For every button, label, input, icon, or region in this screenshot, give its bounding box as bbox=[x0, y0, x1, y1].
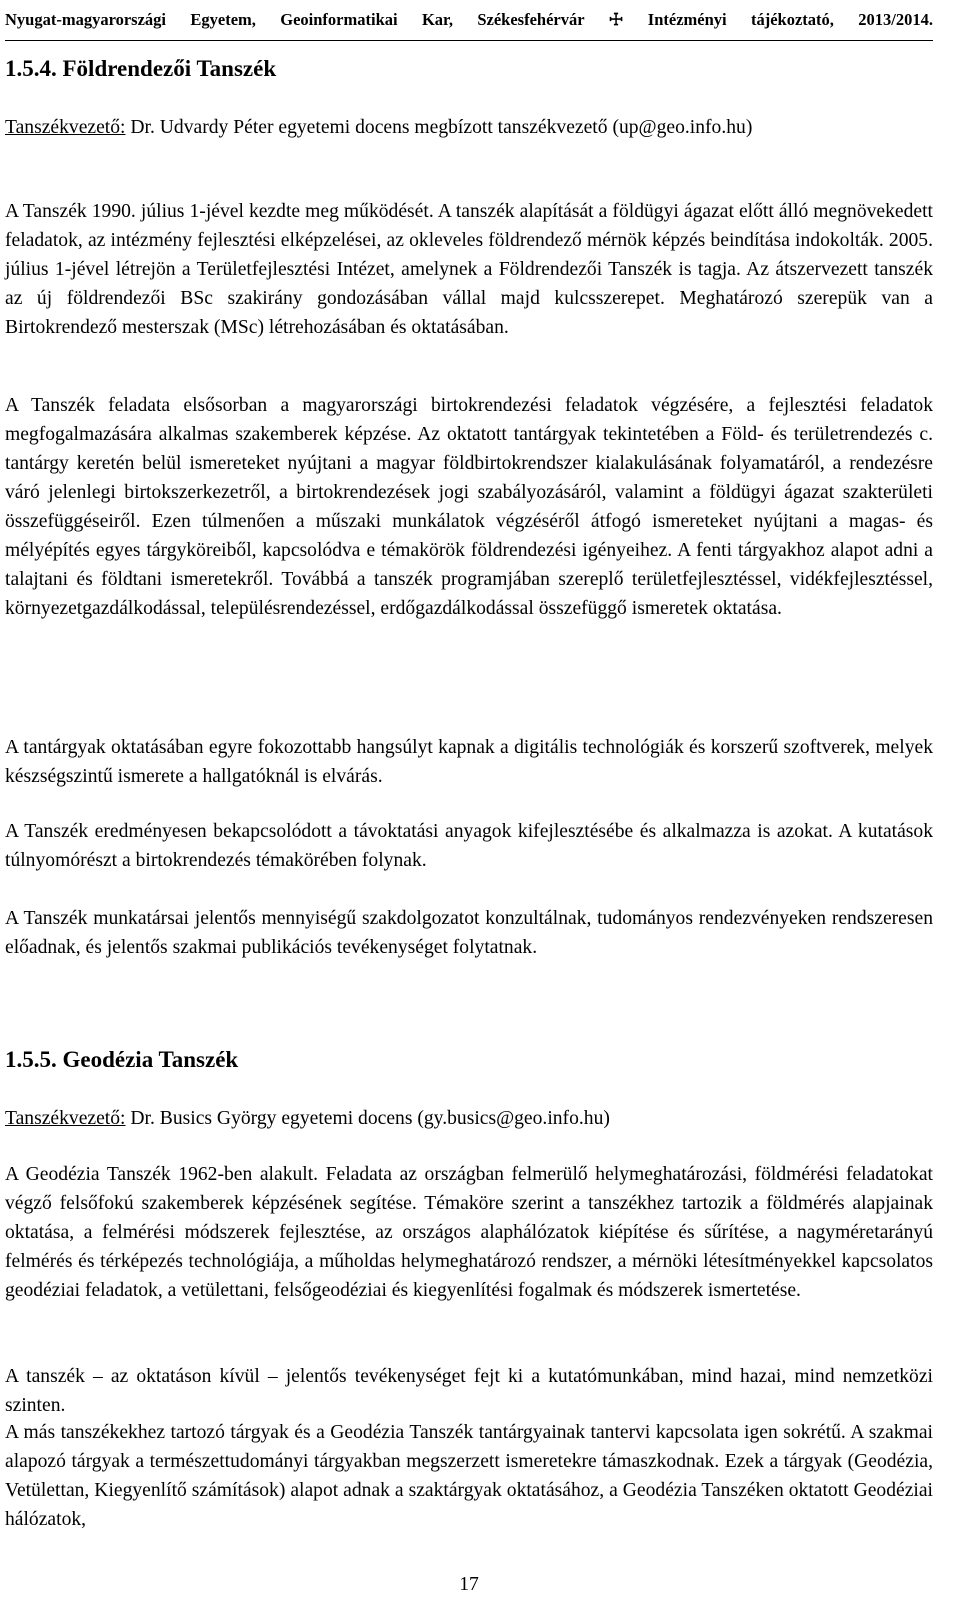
document-page bbox=[5, 0, 933, 1613]
running-header bbox=[5, 10, 933, 41]
page-number: 17 bbox=[459, 1574, 479, 1595]
section1-head bbox=[5, 113, 933, 142]
section1-paragraph-2: A Tanszék feladata elsősorban a magyarországi birtokrendezési feladatok végzésére, a fejlesztési feladatok megfogalmazására alkalmas szakemberek képzése. Az oktatott tantárgyak tekintetében a Föld- és területrendezés c. tantárgy keretén belül ismereteket nyújtani a magyar földbirtokrendszer kialakulásának folyamatáról, a rendezésre váró jelenlegi birtokszerkezetről, a birtokrendezések jogi szabályozásáról, valamint a földügyi ágazat szakterületi összefüggéseiről. Ezen túlmenően a műszaki munkálatok végzéséről átfogó ismereteket nyújtani a magas- és mélyépítés egyes tárgyköreiből, kapcsolódva e témakörök földrendezési igényeihez. A fenti tárgyakhoz alapot adni a talajtani és földtani ismeretekről. Továbbá a tanszék programjában szereplő területfejlesztéssel, vidékfejlesztéssel, környezetgazdálkodással, településrendezéssel, erdőgazdálkodással összefüggő ismeretek oktatása. bbox=[5, 395, 933, 619]
header-institution: Nyugat-magyarországi Egyetem, Geoinformatikai Kar, Székesfehérvár bbox=[5, 10, 585, 29]
section1-paragraph-3: A tantárgyak oktatásában egyre fokozottabb hangsúlyt kapnak a digitális technológiák és korszerű szoftverek, melyek készségszintű ismerete a hallgatóknál is elvárás. bbox=[5, 737, 933, 787]
section-title-foldrendezoi: 1.5.4. Földrendezői Tanszék bbox=[5, 56, 277, 81]
section2-paragraph-2: A tanszék – az oktatáson kívül – jelentős tevékenységet fejt ki a kutatómunkában, mind hazai, mind nemzetközi szinten. bbox=[5, 1366, 933, 1416]
section1-paragraph-5: A Tanszék munkatársai jelentős mennyiségű szakdolgozatot konzultálnak, tudományos rendezvényeken rendszeresen előadnak, és jelentős szakmai publikációs tevékenységet folytatnak. bbox=[5, 908, 933, 958]
section2-head bbox=[5, 1104, 933, 1133]
section1-paragraph-4: A Tanszék eredményesen bekapcsolódott a távoktatási anyagok kifejlesztésébe és alkalmazza is azokat. A kutatások túlnyomórészt a birtokrendezés témakörében folynak. bbox=[5, 821, 933, 871]
section2-paragraph-1: A Geodézia Tanszék 1962-ben alakult. Feladata az országban felmerülő helymeghatározási, földmérési feladatokat végző felsőfokú szakemberek képzésének segítése. Témaköre szerint a tanszékhez tartozik a földmérés alapjainak oktatása, a felmérési módszerek fejlesztése, az országos alaphálózatok kiépítése és sűrítése, a nagyméretarányú felmérés és térképezés technológiája, a műholdas helymeghatározó rendszer, a mérnöki létesítményekkel kapcsolatos geodéziai feladatok, a vetülettani, felsőgeodéziai és kiegyenlítési fogalmak és módszerek ismertetése. bbox=[5, 1164, 933, 1301]
section1-head-label: Tanszékvezető: bbox=[5, 117, 126, 138]
section2-paragraph-3: A más tanszékekhez tartozó tárgyak és a Geodézia Tanszék tantárgyainak tantervi kapcsolata igen sokrétű. A szakmai alapozó tárgyak a természettudományi tárgyakban megszerzett ismeretekre támaszkodnak. Ezek a tárgyak (Geodézia, Vetülettan, Kiegyenlítő számítások) alapot adnak a szaktárgyak oktatásához, a Geodézia Tanszéken oktatott Geodéziai hálózatok, bbox=[5, 1422, 933, 1530]
cross-separator-icon: ☩ bbox=[608, 10, 624, 29]
section2-head-label: Tanszékvezető: bbox=[5, 1108, 126, 1129]
section1-head-text: Dr. Udvardy Péter egyetemi docens megbízott tanszékvezető (up@geo.info.hu) bbox=[125, 117, 753, 138]
section1-paragraph-1: A Tanszék 1990. július 1-jével kezdte meg működését. A tanszék alapítását a földügyi ágazat előtt álló megnövekedett feladatok, az intézmény fejlesztési elképzelései, az okleveles földrendező mérnök képzés beindítása indokolták. 2005. július 1-jével létrejön a Területfejlesztési Intézet, amelynek a Földrendezői Tanszék is tagja. Az átszervezett tanszék az új földrendezői BSc szakirány gondozásában vállal majd kulcsszerepet. Meghatározó szerepük van a Birtokrendező mesterszak (MSc) létrehozásában és oktatásában. bbox=[5, 201, 933, 338]
header-publication: Intézményi tájékoztató, 2013/2014. bbox=[647, 10, 933, 29]
section2-head-text: Dr. Busics György egyetemi docens (gy.busics@geo.info.hu) bbox=[125, 1108, 610, 1129]
section-title-geodezia: 1.5.5. Geodézia Tanszék bbox=[5, 1047, 239, 1072]
